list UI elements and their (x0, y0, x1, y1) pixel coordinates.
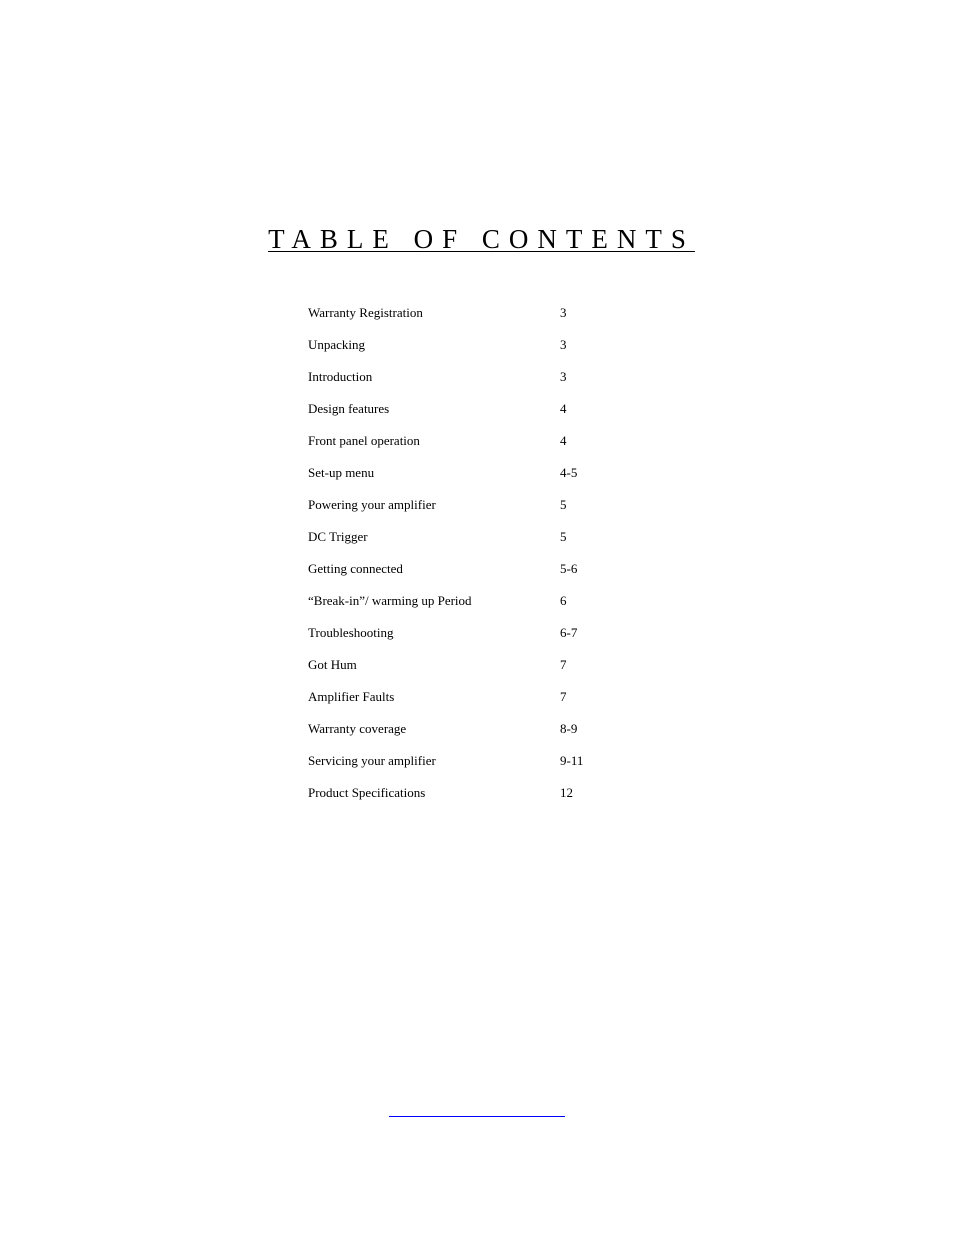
toc-entry[interactable] (308, 560, 648, 592)
toc-entry[interactable] (308, 400, 648, 432)
toc-entry-page: 5 (560, 529, 567, 544)
toc-entry-page: 7 (560, 689, 567, 704)
toc-entry-label: Powering your amplifier (308, 497, 436, 512)
toc-entry[interactable] (308, 528, 648, 560)
toc-entry-page: 6-7 (560, 625, 578, 640)
toc-entry-label: DC Trigger (308, 529, 368, 544)
toc-entry-label: Front panel operation (308, 433, 420, 448)
toc-entry[interactable] (308, 304, 648, 336)
toc-entry[interactable] (308, 336, 648, 368)
page-title-text: TABLE OF CONTENTS (268, 224, 695, 254)
toc-entry-page: 5 (560, 497, 567, 512)
toc-entry[interactable] (308, 656, 648, 688)
toc-entry-label: “Break-in”/ warming up Period (308, 593, 472, 608)
toc-entry-label: Set-up menu (308, 465, 375, 480)
toc-entry-label: Design features (308, 401, 390, 416)
toc-entry[interactable] (308, 720, 648, 752)
toc-entry-page: 9-11 (560, 753, 584, 768)
toc-entry-page: 3 (560, 305, 567, 320)
toc-entry[interactable] (308, 432, 648, 464)
toc-entry[interactable] (308, 624, 648, 656)
toc-entry-label: Warranty Registration (308, 305, 423, 320)
toc-entry[interactable] (308, 592, 648, 624)
toc-entry-page: 6 (560, 593, 567, 608)
toc-list (308, 304, 648, 816)
footer-link-underline[interactable] (389, 1116, 565, 1117)
toc-entry-page: 3 (560, 337, 567, 352)
toc-entry-label: Servicing your amplifier (308, 753, 436, 768)
toc-entry-page: 4 (560, 401, 567, 416)
toc-entry[interactable] (308, 368, 648, 400)
toc-entry[interactable] (308, 784, 648, 816)
toc-entry-page: 7 (560, 657, 567, 672)
toc-entry-page: 4 (560, 433, 567, 448)
toc-entry[interactable] (308, 464, 648, 496)
toc-entry-label: Troubleshooting (308, 625, 394, 640)
toc-entry-page: 5-6 (560, 561, 578, 576)
toc-entry[interactable] (308, 752, 648, 784)
toc-entry-page: 3 (560, 369, 567, 384)
toc-entry-label: Introduction (308, 369, 373, 384)
toc-entry[interactable] (308, 688, 648, 720)
toc-entry-label: Getting connected (308, 561, 403, 576)
toc-entry-label: Warranty coverage (308, 721, 407, 736)
page-title (0, 224, 954, 254)
toc-entry-page: 8-9 (560, 721, 578, 736)
toc-entry[interactable] (308, 496, 648, 528)
toc-entry-label: Amplifier Faults (308, 689, 395, 704)
toc-entry-label: Unpacking (308, 337, 366, 352)
toc-entry-page: 4-5 (560, 465, 578, 480)
toc-entry-page: 12 (560, 785, 573, 800)
toc-entry-label: Got Hum (308, 657, 357, 672)
toc-entry-label: Product Specifications (308, 785, 426, 800)
